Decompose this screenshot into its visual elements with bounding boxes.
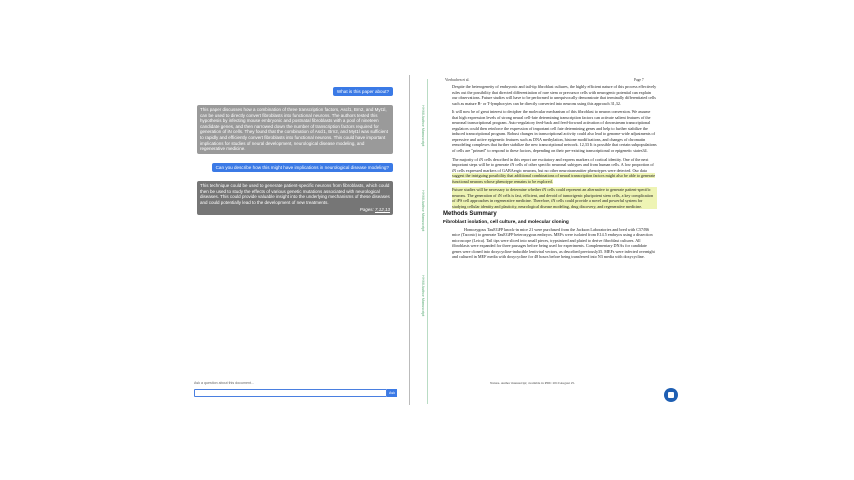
paragraph-text: The majority of iN cells described in this report are excitatory and express markers of cortical identity. One of the next important steps will be to generate iN cells of other specific neuronal subtypes and from human cells. A low proportion of iN cells expressed markers of GABAergic neurons, but no other neurotransmitter phenotypes were detected. Our data	[452, 156, 654, 173]
assistant-message	[197, 181, 393, 215]
highlighted-paragraph: Future studies will be necessary to determine whether iN cells could represent an alternative to generate patient-specific neurons. The generation of iN cells is fast, efficient, and devoid of tumorigenic pluripotent stem cells, a key complication of iPS cell approaches in regenerative medicine. Therefore, iN cells could provide a novel and powerful system for studying cellular identity and plasticity, neurological disease modeling, drug discovery, and regenerative medicine.	[452, 187, 657, 209]
chat-toggle-button[interactable]	[664, 388, 678, 402]
page-number: Page 7	[634, 78, 644, 82]
user-message: Can you describe how this might have implications in neurological disease modeling?	[212, 163, 393, 172]
pages-reference	[200, 207, 390, 213]
subsection-title: Fibroblast isolation, cell culture, and molecular cloning	[443, 220, 569, 226]
side-label: HHMI Author Manuscript	[421, 105, 425, 147]
side-label: HHMI Author Manuscript	[421, 190, 425, 232]
chat-panel	[150, 75, 400, 385]
running-head: Vierbuchen et al.	[445, 78, 470, 82]
paragraph: Despite the heterogeneity of embryonic and tail-tip fibroblast cultures, the highly efficient nature of this process effectively rules out the possibility that directed differentiation of rare stem or precursor cells with neurogenic potential can explain our observations. Future studies will have to be performed to unequivocally demonstrate that terminally differentiated cells such as mature B- or T-lymphocytes can be directly converted into neurons using this approach 31,32.	[452, 84, 657, 106]
paragraph	[452, 157, 657, 185]
chat-icon	[668, 392, 674, 398]
highlighted-text: suggest the intriguing possibility that additional combinations of neural transcription factors might also be able to generate functional neurons whose phenotype remains to be explored.	[452, 173, 656, 184]
paragraph: It will now be of great interest to decipher the molecular mechanism of this fibroblast to neuron conversion. We assume that high expression levels of strong neural cell-fate determining transcription factors can activate salient features of the neuronal transcriptional program. Auto-regulatory feed-back and feed-forward activation of downstream transcriptional regulators could then reinforce the expression of important cell fate determining genes and help to further stabilize the induced transcriptional program. Robust changes in transcriptional activity could also lead to genome-wide adjustments of repressive and active epigenetic features such as DNA methylation, histone modifications, and changes of chromatin remodeling complexes that further stabilize the new transcriptional network. 12,33 It is possible that certain subpopulations of cells are "primed" to respond to these factors, depending on their pre-existing transcriptional or epigenetic states34.	[452, 109, 657, 154]
assistant-message-text: This technique could be used to generate patient-specific neurons from fibroblasts, which could then be used to study the effects of various genetic mutations associated with neurological diseases. This could provide valuable insight into the underlying mechanisms of these diseases and could potentially lead to the development of new treatments.	[200, 183, 390, 205]
user-message: What is this paper about?	[333, 87, 393, 96]
section-title: Methods Summary	[443, 211, 497, 218]
margin-line	[427, 79, 428, 404]
pane-divider[interactable]	[409, 75, 410, 405]
assistant-message: This paper discusses how a combination of three transcription factors, Ascl1, Brn2, and Myt1l, can be used to directly convert fibroblasts into functional neurons. The authors tested this hypothesis by infecting mouse embryonic and postnatal fibroblasts with a pool of nineteen candidate genes, and then narrowed down the number of transcription factors required for generation of iN cells. They found that the combination of Ascl1, Brn2, and Myt1l was sufficient to rapidly and efficiently convert fibroblasts into functional neurons. This could have important implications for studies of neural development, neurological disease modeling, and regenerative medicine.	[197, 105, 393, 154]
ask-button[interactable]: Ask	[389, 391, 395, 395]
pages-label: Pages:	[359, 207, 374, 213]
question-input[interactable]	[194, 389, 387, 397]
paragraph: Homozygous TauEGFP knock-in mice 21 were purchased from the Jackson Laboratories and bred with C57/B6 mice (Taconic) to generate TauEGFP heterozygous embryos. MEFs were isolated from E14.5 embryos using a dissection microscope (Leica). Tail tips were sliced into small pieces, trypsinized and plated to derive fibroblast cultures. All fibroblasts were expanded for three passages before being used for experiments. Complementary DNAs for candidate genes were cloned into doxycycline-inducible lentiviral vectors, as described previously35. MEFs were infected overnight and cultured in MEF media with doxycycline for 48 hours before being transferred into N3 media with doxycycline.	[452, 226, 655, 260]
document-page	[443, 84, 657, 263]
side-label: HHMI Author Manuscript	[421, 275, 425, 317]
pages-link[interactable]: 7,12,13	[374, 207, 390, 213]
page-footer: Nature. Author manuscript; available in PMC 2010 August 25.	[490, 381, 575, 385]
ask-input-label: Ask a question about this document...	[194, 381, 254, 385]
